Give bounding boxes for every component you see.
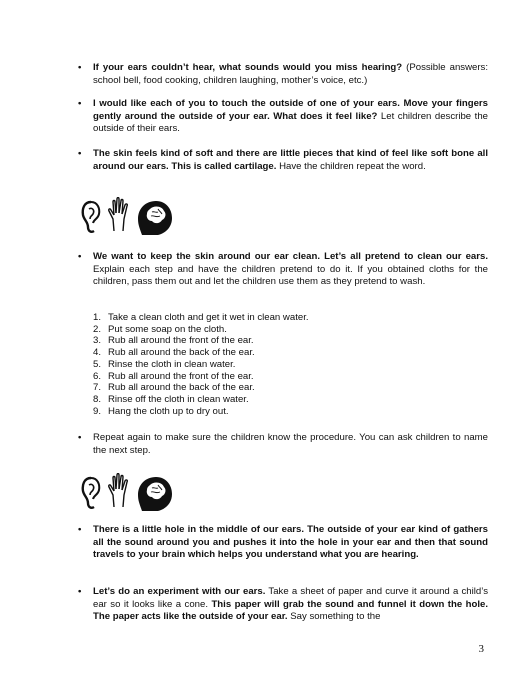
- bullet-item: [78, 148, 488, 173]
- bullet-item: [78, 98, 488, 136]
- bullet-normal-text: (Possible answers: school bell, food cooking, children laughing, mother’s voice, etc.): [93, 62, 488, 86]
- hand-icon: [107, 473, 131, 509]
- list-item: 5. Rinse the cloth in clean water.: [93, 358, 236, 370]
- bullet-normal-text: Let children describe the outside of their ears.: [93, 110, 488, 135]
- sense-icons-group: [80, 200, 180, 240]
- bullet-glyph: •: [78, 98, 82, 109]
- bullet-bold-text: There is a little hole in the middle of our ears. The outside of your ear kind of gathers all the sound around you and pushes it into the hole in your ear and then that sound travels to your brain which helps you understand what you are hearing.: [93, 524, 488, 561]
- bullet-bold-text: If your ears couldn’t hear, what sounds would you miss hearing?: [93, 62, 403, 73]
- list-item: 7. Rub all around the back of the ear.: [93, 382, 255, 394]
- bullet-normal-text: Have the children repeat the word.: [276, 160, 426, 172]
- bullet-item: [78, 62, 488, 87]
- cleaning-steps-list: [93, 312, 309, 417]
- list-item: 1. Take a clean cloth and get it wet in clean water.: [93, 312, 309, 323]
- bullet-glyph: •: [78, 524, 82, 535]
- list-item: 4. Rub all around the back of the ear.: [93, 347, 255, 359]
- bullet-normal-text: Say something to the: [287, 611, 381, 623]
- bullet-glyph: •: [78, 586, 82, 597]
- list-item: 9. Hang the cloth up to dry out.: [93, 405, 229, 417]
- list-item: 3. Rub all around the front of the ear.: [93, 335, 254, 347]
- bullet-normal-text: Take a sheet of paper and curve it around a child’s ear so it looks like a cone.: [93, 586, 488, 610]
- bullet-bold-text: Let’s do an experiment with our ears.: [93, 586, 266, 597]
- bullet-glyph: •: [78, 251, 82, 262]
- ear-icon: [80, 476, 102, 510]
- bullet-item: [78, 432, 488, 457]
- bullet-bold-text: I would like each of you to touch the outside of one of your ears. Move your fingers gently around the outside of your ear. What does it feel like?: [93, 98, 488, 122]
- list-item: 8. Rinse off the cloth in clean water.: [93, 393, 249, 405]
- bullet-normal-text: Repeat again to make sure the children know the procedure. You can ask children to name the next step.: [93, 432, 488, 456]
- bullet-glyph: •: [78, 432, 82, 443]
- bullet-normal-text: Explain each step and have the children pretend to do it. If you obtained cloths for the children, pass them out and let the children use them as they pretend to wash.: [93, 263, 488, 288]
- bullet-bold-text: The skin feels kind of soft and there are little pieces that kind of feel like soft bone all around our ears. This is called cartilage.: [93, 148, 488, 172]
- bullet-glyph: •: [78, 148, 82, 159]
- bullet-bold-text: We want to keep the skin around our ear clean. Let’s all pretend to clean our ears.: [93, 251, 488, 262]
- list-item: 6. Rub all around the front of the ear.: [93, 370, 254, 382]
- ear-icon: [80, 200, 102, 234]
- list-item: 2. Put some soap on the cloth.: [93, 323, 227, 335]
- head-brain-icon: [134, 475, 174, 513]
- page-number: 3: [478, 643, 484, 655]
- bullet-glyph: •: [78, 62, 82, 73]
- sense-icons-group: [80, 476, 180, 516]
- hand-icon: [107, 197, 131, 233]
- bullet-item: [78, 586, 488, 624]
- bullet-item: [78, 524, 488, 562]
- bullet-item: [78, 251, 488, 289]
- bullet-bold-text: This paper will grab the sound and funnel it down the hole. The paper acts like the outside of your ear.: [93, 598, 488, 623]
- head-brain-icon: [134, 199, 174, 237]
